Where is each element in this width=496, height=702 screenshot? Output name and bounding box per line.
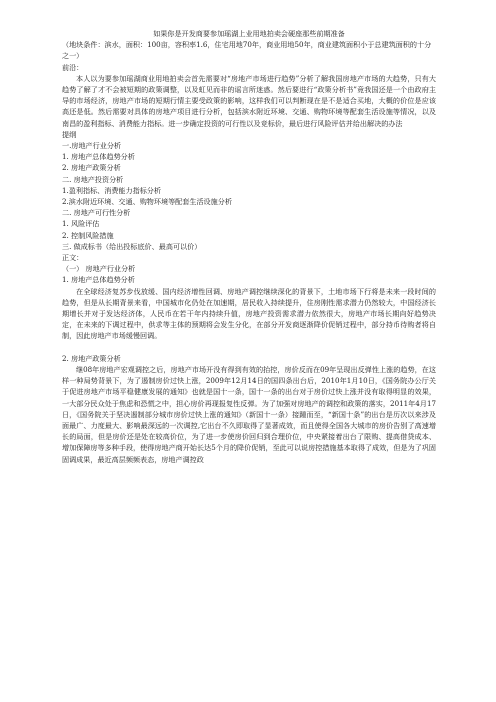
preface-heading: 前沿： xyxy=(62,62,84,72)
outline-item: 1. 风险评估 xyxy=(62,219,100,229)
outline-item: 三. 做成标书（给出投标底价、最高可以价） xyxy=(62,241,202,251)
outline-heading: 提纲 xyxy=(62,129,77,139)
policy-paragraph: 继08年房地产宏观调控之后，房地产市场开没有得到有效的抬控，房价反而在09年呈现出反弹性上涨的趋势，在这样一种局势背景下，为了遏制房价过快上涨，2009年12月14日的国四条出台后，2010年1月10日，《国务院办公厅关于促进房地产市场平稳健康发展的通知》也就是国十一条，国十一条的出台对于房价过快上涨并没有取得明显的效果，一大部分民众处于焦虑和恐慌之中，担心房价再现报复性反弹。为了加强对房地产的调控和政策的落实，2011年4月17日，《国务院关于坚决遏制部分城市房价过快上涨的通知》（新国十一条）接踵而至，“新国十条”的出台是历次以来涉及面最广、力度最大、影响最深远的一次调控,它出台不久即取得了显著成效，而且使得全国各大城市的房价告别了高速增长的局面，但是房价还是处在较高价位，为了进一步使房价回归到合理价位，中央紧接着出台了限购、提高借贷成本、增加保障房等多种手段，使得房地产商开始长达5个月的降价促销，至此可以说房控措施基本取得了成效，但是为了巩固固调成果，最近高层频频表态，房地产调控政 xyxy=(62,364,436,464)
outline-item: 2. 房地产政策分析 xyxy=(62,163,121,173)
document-page xyxy=(62,28,436,465)
outline-item: 二. 房地产可行性分析 xyxy=(62,208,131,218)
document-subtitle: （地块条件：滨水，面积：100亩，容积率1.6，住宅用地70年，商业用地50年，商业建筑面积小于总建筑面积的十分之一） xyxy=(62,40,432,61)
outline-item: 1.盈利指标、消费能力指标分析 xyxy=(62,185,161,195)
preface-paragraph: 本人以为要参加瑶湖商业用地拍卖会首先需要对“房地产市场进行趋势”分析了解我国房地产市场的大趋势，只有大趋势了解了才不会被短期的政策调整，以及虹见而非的谣言所迷惑。然后要进行“政策分析书”竟我国还是一个由政府主导的市场经济，房地产市场的短期行情主要受政策的影响，这样我们可以判断现在是不是适合买地，大概的价位是应该高还是低。然后需要对具体的房地产项目进行分析，包括滨水附近环境、交通、购物环境等配套生活设施等情况，以及南昌的盈利指标、消费能力指标。进一步确定投资的可行性以及竞标价，最后进行风险评估并给出解决的办法 xyxy=(62,73,436,128)
trend-paragraph: 在全球经济复苏步伐放缓、国内经济增性回调、房地产调控继续深化的背景下，土地市场下行将是未来一段时间的趋势，但是从长期背景来看，中国城市化仍处在加速期，居民收入持续提升，住房刚性需求潜力仍然较大，中国经济长期增长并对于发达经济体，人民币在若干年内持续升值，房地产投资需求潜力依然很大，房地产市场长期向好趋势决定，在未来的下调过程中，供求等主体的预期将会发生分化，在部分开发商逐渐降价促销过程中，部分持币待购者将自制，因此房地产市场缓慢回调。 xyxy=(62,286,436,341)
outline-item: 2.滨水附近环境、交通、购物环境等配套生活设施分析 xyxy=(62,197,232,207)
paragraph-spacer xyxy=(62,342,436,353)
section-heading: （一） 房地产行业分析 xyxy=(62,264,136,274)
document-title: 如果你是开发商要参加瑶湖上业用地拍卖会硬座那些前期准备 xyxy=(153,29,345,38)
subsection-heading: 1. 房地产总体趋势分析 xyxy=(62,275,135,285)
body-heading: 正文： xyxy=(62,253,84,263)
outline-item: 一.房地产行业分析 xyxy=(62,141,122,151)
subsection-heading: 2. 房地产政策分析 xyxy=(62,353,121,363)
outline-item: 二. 房地产投资分析 xyxy=(62,174,124,184)
outline-item: 1. 房地产总体趋势分析 xyxy=(62,152,135,162)
outline-item: 2. 控制风险措施 xyxy=(62,230,114,240)
